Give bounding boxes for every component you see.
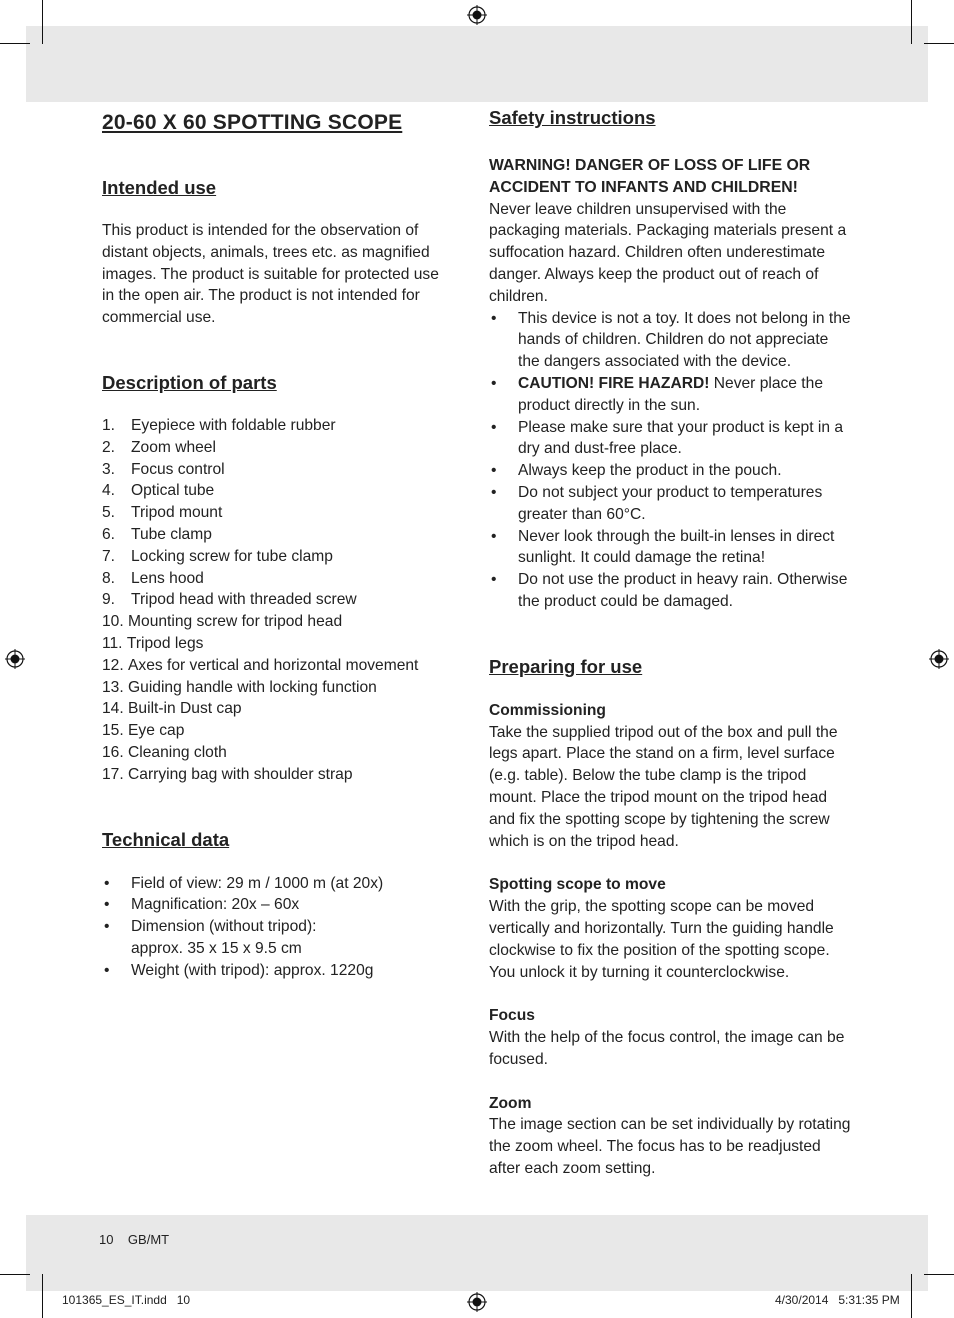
header-band [26,26,928,102]
list-item: • Field of view: 29 m / 1000 m (at 20x) [104,874,384,892]
list-item: 1. Eyepiece with foldable rubber [102,416,336,434]
crop-mark [924,43,954,44]
crop-mark [0,1274,30,1275]
list-item: 9. Tripod head with threaded screw [102,591,357,609]
left-column [102,106,452,982]
list-item: • Do not use the product in heavy rain. Otherwise the product could be damaged. [491,571,848,610]
crop-mark [42,1274,43,1318]
page-footer [99,1232,169,1247]
crop-mark [911,0,912,44]
list-item: 11. Tripod legs [102,634,204,652]
crop-mark [924,1274,954,1275]
list-item: 7. Locking screw for tube clamp [102,547,333,565]
list-item: • Never look through the built-in lenses in direct sunlight. It could damage the retina! [491,527,835,567]
list-item: 5. Tripod mount [102,504,223,522]
section-title: Zoom [489,1094,532,1112]
safety-warning-text: Never leave children unsupervised with the packaging materials. Packaging materials present a suffocation hazard. Children often underestimate danger. Always keep the product out of reach of children. [489,200,847,305]
section-text: With the help of the focus control, the image can be focused. [489,1029,845,1068]
parts-list [102,415,452,786]
registration-mark-icon [467,1292,487,1312]
right-column [489,106,854,1180]
safety-heading: Safety instructions [489,107,656,128]
list-item: 14. Built-in Dust cap [102,700,242,718]
list-item: • Always keep the product in the pouch. [491,462,782,480]
registration-mark-icon [467,5,487,25]
section-title: Focus [489,1007,535,1025]
registration-mark-icon [5,649,25,669]
list-item: • Please make sure that your product is kept in a dry and dust-free place. [491,418,844,458]
list-item: • Weight (with tripod): approx. 1220g [104,961,374,979]
technical-list [102,873,452,982]
crop-mark [911,1274,912,1318]
crop-mark [42,0,43,44]
list-item: 4. Optical tube [102,482,215,500]
intended-use-text: This product is intended for the observation of distant objects, animals, trees etc. as magnified images. The product is suitable for protected use in the open air. The product is not intended for commercial use. [102,222,439,327]
list-item: 8. Lens hood [102,569,204,587]
page-number: 10 [99,1232,114,1247]
safety-list [489,308,854,613]
list-item: 6. Tube clamp [102,525,212,543]
section-title: Commissioning [489,701,606,719]
crop-mark [0,43,30,44]
parts-heading: Description of parts [102,371,277,393]
list-item: 3. Focus control [102,460,225,478]
footer-band [26,1215,928,1291]
region-code: GB/MT [127,1232,170,1247]
list-item: 16. Cleaning cloth [102,743,227,761]
section-text: With the grip, the spotting scope can be moved vertically and horizontally. Turn the guiding handle clockwise to fix the position of the spotting scope. You unlock it by turning it counterclockwise. [489,898,834,981]
list-item: • CAUTION! FIRE HAZARD! Never place the product directly in the sun. [491,374,823,414]
list-item: 13. Guiding handle with locking function [102,678,377,696]
section-text: The image section can be set individually by rotating the zoom wheel. The focus has to be readjusted after each zoom setting. [489,1116,851,1178]
list-item: • Magnification: 20x – 60x [104,896,300,914]
safety-warning: WARNING! DANGER OF LOSS OF LIFE OR ACCIDENT TO INFANTS AND CHILDREN! [489,157,811,196]
list-item: • Dimension (without tripod): approx. 35 x 15 x 9.5 cm [104,918,317,957]
intended-use-heading: Intended use [102,177,217,198]
section-text: Take the supplied tripod out of the box and pull the legs apart. Place the stand on a firm, level surface (e.g. table). Below the tube clamp is the tripod mount. Place the tripod mount on the tripod head and fix the spotting scope by tightening the screw which is on the tripod head. [489,723,838,850]
page-title: 20-60 X 60 SPOTTING SCOPE [102,111,403,134]
slug-date: 4/30/2014 5:31:35 PM [775,1293,900,1307]
list-item: 2. Zoom wheel [102,438,216,456]
list-item: 12. Axes for vertical and horizontal movement [102,656,419,674]
preparing-heading: Preparing for use [489,655,643,677]
list-item: 15. Eye cap [102,722,185,740]
list-item: 17. Carrying bag with shoulder strap [102,765,353,783]
list-item: • This device is not a toy. It does not belong in the hands of children. Children do not appreciate the dangers associated with the device. [491,309,851,371]
slug-file: 101365_ES_IT.indd 10 [62,1293,191,1307]
registration-mark-icon [929,649,949,669]
technical-heading: Technical data [102,828,230,850]
list-item: 10. Mounting screw for tripod head [102,613,343,631]
list-item: • Do not subject your product to temperatures greater than 60°C. [491,483,823,523]
section-title: Spotting scope to move [489,876,666,894]
